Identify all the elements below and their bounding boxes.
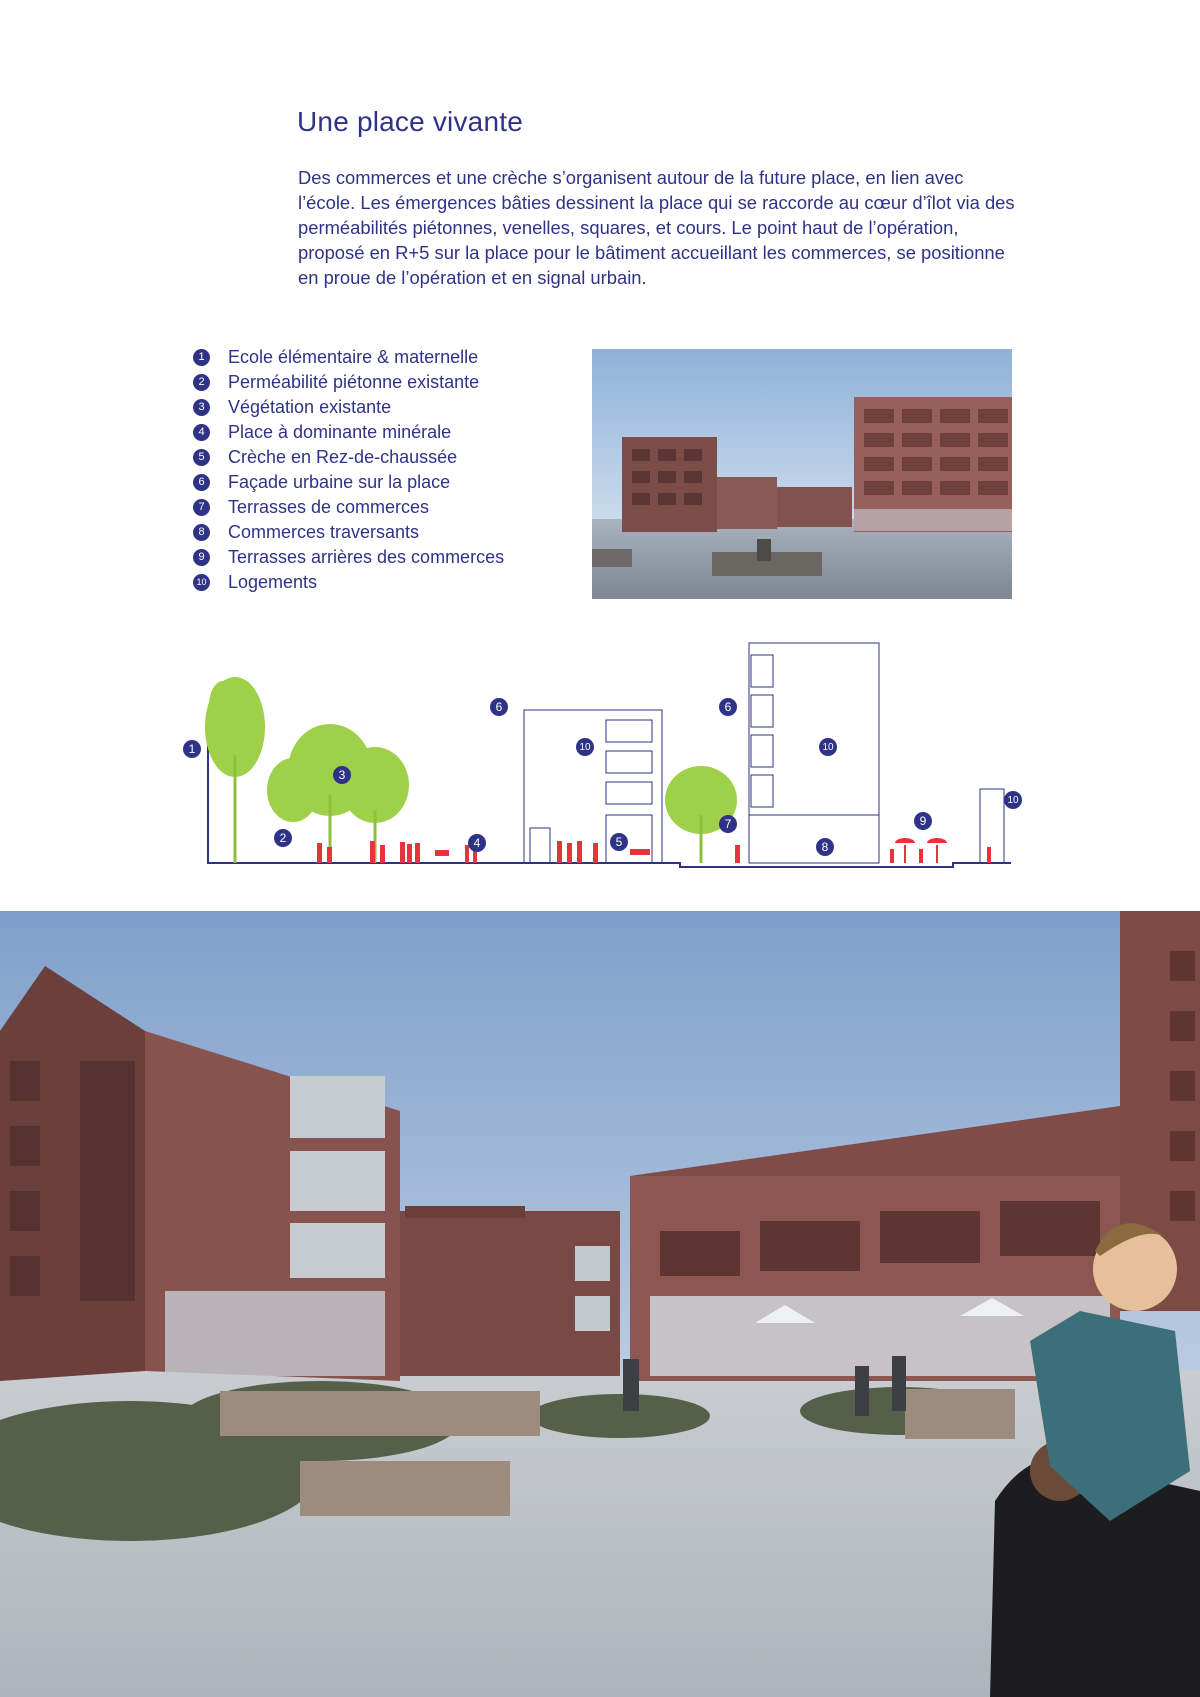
legend-label: Ecole élémentaire & maternelle bbox=[228, 347, 479, 367]
legend-label: Logements bbox=[228, 572, 318, 592]
section-marker-10b bbox=[819, 738, 837, 756]
legend-label: Végétation existante bbox=[228, 397, 392, 417]
legend-label: Commerces traversants bbox=[228, 522, 420, 542]
legend-item bbox=[193, 545, 504, 570]
number-badge: 4 bbox=[193, 424, 210, 441]
svg-text:10: 10 bbox=[579, 742, 591, 753]
number-badge: 6 bbox=[193, 474, 210, 491]
svg-text:10: 10 bbox=[1007, 795, 1019, 806]
svg-text:9: 9 bbox=[919, 814, 927, 828]
intro-paragraph: Des commerces et une crèche s’organisent autour de la future place, en lien avec l’école. Les émergences bâties dessinent la place qui se raccorde au cœur d’îlot via des perméabilités piétonnes, venelles, squares, et cours. Le point haut de l’opération, proposé en R+5 sur la place pour le bâtiment accueillant les commerces, se positionne en proue de l’opération et en signal urbain. bbox=[298, 167, 1015, 288]
legend-item bbox=[193, 420, 504, 445]
number-badge: 3 bbox=[193, 399, 210, 416]
legend-item bbox=[193, 570, 504, 595]
legend-label: Façade urbaine sur la place bbox=[228, 472, 451, 492]
section-marker-5 bbox=[610, 833, 628, 851]
svg-text:4: 4 bbox=[473, 836, 481, 850]
legend-label: Perméabilité piétonne existante bbox=[228, 372, 480, 392]
page-title: Une place vivante bbox=[297, 106, 523, 137]
section-marker-10 bbox=[576, 738, 594, 756]
svg-text:8: 8 bbox=[821, 840, 829, 854]
legend-item bbox=[193, 395, 504, 420]
svg-text:6: 6 bbox=[724, 700, 732, 714]
svg-text:3: 3 bbox=[338, 768, 346, 782]
number-badge: 9 bbox=[193, 549, 210, 566]
legend-item bbox=[193, 345, 504, 370]
render-square-image bbox=[592, 349, 1012, 599]
legend-item bbox=[193, 370, 504, 395]
svg-text:5: 5 bbox=[615, 835, 623, 849]
section-marker-10c bbox=[1004, 791, 1022, 809]
section-marker-8 bbox=[816, 838, 834, 856]
number-badge: 10 bbox=[193, 574, 210, 591]
legend-item bbox=[193, 520, 504, 545]
site-section-diagram bbox=[175, 635, 1035, 875]
svg-text:6: 6 bbox=[495, 700, 503, 714]
section-marker-9 bbox=[914, 812, 932, 830]
section-marker-1 bbox=[183, 740, 201, 758]
svg-text:1: 1 bbox=[188, 742, 196, 756]
legend-label: Terrasses de commerces bbox=[228, 497, 430, 517]
svg-text:7: 7 bbox=[724, 817, 732, 831]
section-marker-3 bbox=[333, 766, 351, 784]
legend-item bbox=[193, 445, 504, 470]
render-courtyard-image bbox=[0, 911, 1200, 1697]
number-badge: 5 bbox=[193, 449, 210, 466]
section-marker-4 bbox=[468, 834, 486, 852]
svg-text:10: 10 bbox=[822, 742, 834, 753]
section-marker-7 bbox=[719, 815, 737, 833]
legend-list bbox=[193, 345, 504, 595]
legend-label: Place à dominante minérale bbox=[228, 422, 452, 442]
section-marker-6 bbox=[490, 698, 508, 716]
section-marker-6b bbox=[719, 698, 737, 716]
legend-item bbox=[193, 495, 504, 520]
number-badge: 1 bbox=[193, 349, 210, 366]
legend-label: Terrasses arrières des commerces bbox=[228, 547, 505, 567]
legend-item bbox=[193, 470, 504, 495]
number-badge: 8 bbox=[193, 524, 210, 541]
number-badge: 7 bbox=[193, 499, 210, 516]
section-marker-2 bbox=[274, 829, 292, 847]
legend-label: Crèche en Rez-de-chaussée bbox=[228, 447, 458, 467]
number-badge: 2 bbox=[193, 374, 210, 391]
svg-text:2: 2 bbox=[279, 831, 287, 845]
